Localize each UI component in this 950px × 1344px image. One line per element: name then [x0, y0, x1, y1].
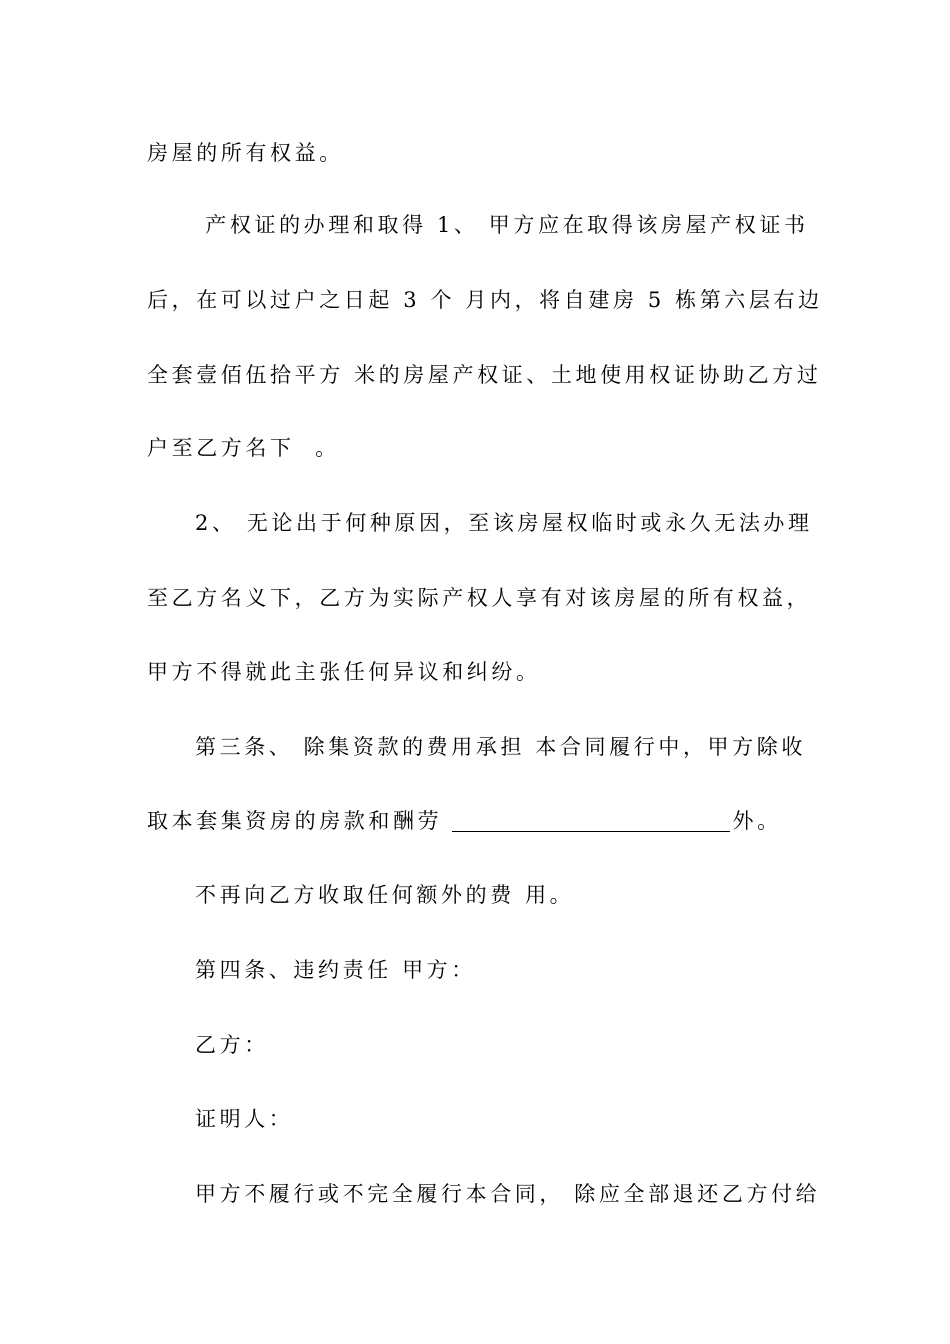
text-segment: 取本套集资房的房款和酬劳: [147, 809, 453, 833]
text-line: 乙方：: [195, 1033, 269, 1057]
fill-in-blank[interactable]: [452, 809, 730, 832]
text-line: 至乙方名义下，乙方为实际产权人享有对该房屋的所有权益，: [147, 586, 812, 610]
text-line: 户至乙方名下 。: [147, 436, 340, 460]
text-line: 第四条、违约责任 甲方：: [195, 958, 476, 982]
text-line: 全套壹佰伍拾平方 米的房屋产权证、土地使用权证协助乙方过: [147, 363, 822, 387]
text-line: 第三条、 除集资款的费用承担 本合同履行中，甲方除收: [195, 735, 806, 759]
text-line: 产权证的办理和取得 1、 甲方应在取得该房屋产权证书: [195, 213, 809, 237]
text-line: 甲方不得就此主张任何异议和纠纷。: [147, 660, 541, 684]
text-line: 证明人：: [195, 1107, 294, 1131]
text-segment: 外。: [732, 809, 782, 833]
text-line: 房屋的所有权益。: [147, 141, 344, 165]
text-line: 不再向乙方收取任何额外的费 用。: [195, 883, 575, 907]
text-line-with-blank: [147, 806, 807, 836]
text-line: 后，在可以过户之日起 3 个 月内，将自建房 5 栋第六层右边: [147, 288, 823, 312]
text-line: 2、 无论出于何种原因，至该房屋权临时或永久无法办理: [195, 511, 813, 535]
text-line: 甲方不履行或不完全履行本合同， 除应全部退还乙方付给: [195, 1182, 821, 1206]
